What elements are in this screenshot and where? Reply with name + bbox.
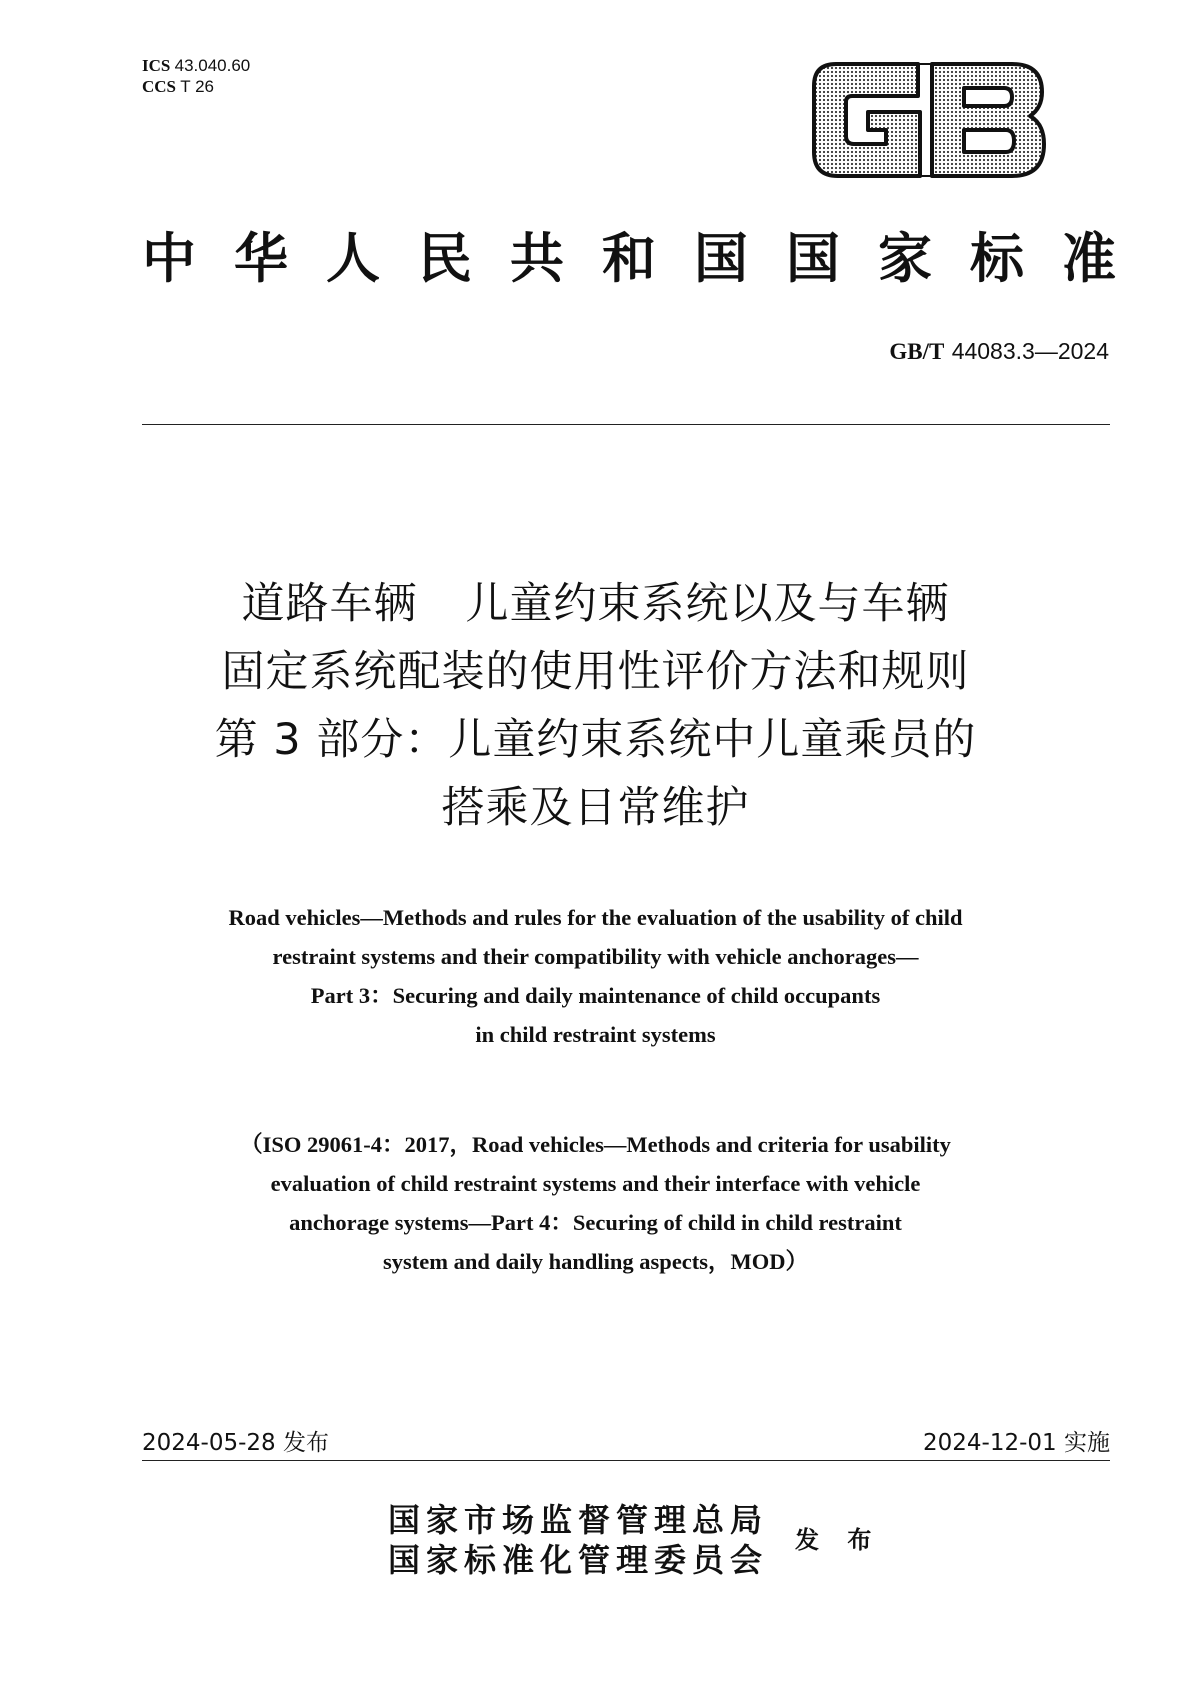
standard-digits: 44083.3—2024	[951, 338, 1109, 364]
gb-logo-icon	[806, 58, 1048, 180]
chinese-title-line: 搭乘及日常维护	[441, 783, 750, 833]
chinese-title-line	[0, 570, 1191, 638]
english-title-line: Road vehicles—Methods and rules for the evaluation of the usability of child	[228, 905, 963, 930]
title-char: 国	[786, 227, 840, 290]
english-title-line: in child restraint systems	[475, 1022, 716, 1047]
standard-number	[889, 338, 1109, 365]
chinese-title	[0, 570, 1191, 842]
classification-codes	[142, 55, 250, 97]
title-char: 家	[878, 227, 932, 290]
issuer-name: 国家市场监督管理总局	[388, 1501, 769, 1539]
chinese-title-line: 第 3 部分：儿童约束系统中儿童乘员的	[214, 715, 977, 765]
title-char: 人	[326, 227, 380, 290]
title-char: 准	[1062, 227, 1116, 290]
issue-date: 2024-05-28 发布	[142, 1430, 329, 1456]
issuing-authorities	[388, 1500, 768, 1580]
title-char: 华	[234, 227, 288, 290]
iso-reference-line: （ISO 29061-4：2017，Road vehicles—Methods and criteria for usability	[240, 1132, 951, 1157]
ccs-label: CCS	[142, 77, 177, 96]
iso-reference-line: evaluation of child restraint systems and their interface with vehicle	[270, 1171, 921, 1196]
english-title-line: Part 3：Securing and daily maintenance of child occupants	[310, 983, 881, 1008]
title-char: 国	[694, 227, 748, 290]
standard-prefix: GB/T	[889, 339, 945, 364]
english-title-line: restraint systems and their compatibility with vehicle anchorages—	[272, 944, 919, 969]
chinese-title-line: 固定系统配装的使用性评价方法和规则	[221, 647, 970, 697]
national-standard-title	[142, 228, 1116, 290]
chinese-title-segment: 儿童约束系统以及与车辆	[465, 579, 950, 629]
title-char: 中	[142, 227, 196, 290]
ccs-code	[142, 76, 250, 97]
issued-label: 发 布	[795, 1525, 882, 1554]
ics-code	[142, 55, 250, 76]
title-char: 共	[510, 227, 564, 290]
top-divider	[142, 424, 1110, 425]
ics-label: ICS	[142, 56, 171, 75]
chinese-title-segment: 道路车辆	[241, 579, 418, 629]
bottom-divider	[142, 1460, 1110, 1461]
title-char: 和	[602, 227, 656, 290]
iso-reference	[0, 1125, 1191, 1281]
title-char: 民	[418, 227, 472, 290]
implementation-date: 2024-12-01 实施	[923, 1430, 1110, 1456]
issuer-name: 国家标准化管理委员会	[388, 1541, 769, 1579]
iso-reference-line: anchorage systems—Part 4：Securing of child in child restraint	[289, 1210, 902, 1235]
ccs-value: T 26	[180, 77, 214, 96]
title-char: 标	[970, 227, 1024, 290]
iso-reference-line: system and daily handling aspects，MOD）	[382, 1249, 809, 1274]
ics-value: 43.040.60	[174, 56, 251, 75]
english-title	[0, 898, 1191, 1054]
